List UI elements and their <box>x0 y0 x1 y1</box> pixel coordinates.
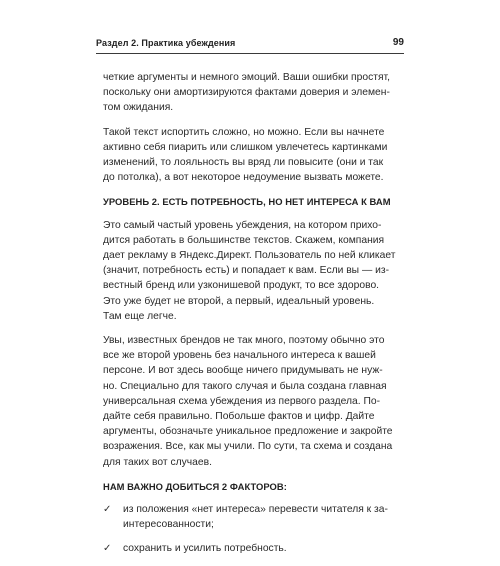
factors-heading: НАМ ВАЖНО ДОБИТЬСЯ 2 ФАКТОРОВ: <box>103 480 287 492</box>
page-number: 99 <box>392 37 404 48</box>
text-line: возражения. Все, как мы учили. По сути, та схема и создана <box>103 441 393 453</box>
text-line: Такой текст испортить сложно, но можно. Если вы начнете <box>103 126 385 138</box>
text-line: том ожидания. <box>103 102 174 114</box>
paragraph-1 <box>103 70 399 116</box>
text-line: все же второй уровень без начального интереса к вашей <box>103 350 376 362</box>
section-title: Раздел 2. Практика убеждения <box>96 38 236 48</box>
text-line: дайте себя правильно. Побольше фактов и цифр. Дайте <box>103 411 375 423</box>
paragraph-4 <box>103 333 399 470</box>
text-line: поскольку они амортизируются фактами доверия и элемен- <box>103 87 390 99</box>
text-line: Это уже будет не второй, а первый, идеальный уровень. <box>103 295 375 307</box>
text-line: Там еще легче. <box>103 310 177 322</box>
text-line: дится работать в большинстве текстов. Скажем, компания <box>103 234 385 246</box>
check-icon: ✓ <box>103 504 112 516</box>
text-line: универсальная схема убеждения из первого раздела. По- <box>103 395 381 407</box>
text-line: (значит, потребность есть) и попадает к вам. Если вы — из- <box>103 265 389 277</box>
text-line: персоне. И вот здесь вообще ничего придумывать не нуж- <box>103 365 383 377</box>
checklist-item <box>103 502 399 532</box>
running-header <box>96 38 404 52</box>
text-line: Это самый частый уровень убеждения, на котором прихо- <box>103 219 382 231</box>
checklist-item <box>103 541 399 556</box>
page-body <box>103 70 399 566</box>
text-line: но. Специально для такого случая и была создана главная <box>103 380 387 392</box>
section-heading-level-2: УРОВЕНЬ 2. ЕСТЬ ПОТРЕБНОСТЬ, НО НЕТ ИНТЕРЕСА К ВАМ <box>103 196 391 208</box>
text-line: до потолка), а вот некоторое недоумение вызвать можете. <box>103 172 384 184</box>
text-line: аргументы, обозначьте уникальное предложение и закройте <box>103 426 393 438</box>
paragraph-2 <box>103 125 399 186</box>
text-line: вестный бренд или узконишевой продукт, то все здорово. <box>103 280 380 292</box>
text-line: дает рекламу в Яндекс.Директ. Пользователь по ней кликает <box>103 250 396 262</box>
text-line: изменений, то лояльность вы вряд ли повысите (они и так <box>103 157 384 169</box>
header-divider <box>96 53 404 54</box>
text-line: интересованности; <box>123 519 214 531</box>
text-line: для таких вот случаев. <box>103 456 212 468</box>
text-line: четкие аргументы и немного эмоций. Ваши ошибки простят, <box>103 72 390 83</box>
text-line: Увы, известных брендов не так много, поэтому обычно это <box>103 335 385 347</box>
paragraph-3 <box>103 218 399 324</box>
text-line: сохранить и усилить потребность. <box>123 543 287 555</box>
text-line: активно себя пиарить или слишком увлечетесь картинками <box>103 141 388 153</box>
check-icon: ✓ <box>103 543 112 555</box>
text-line: из положения «нет интереса» перевести читателя к за- <box>123 504 388 516</box>
